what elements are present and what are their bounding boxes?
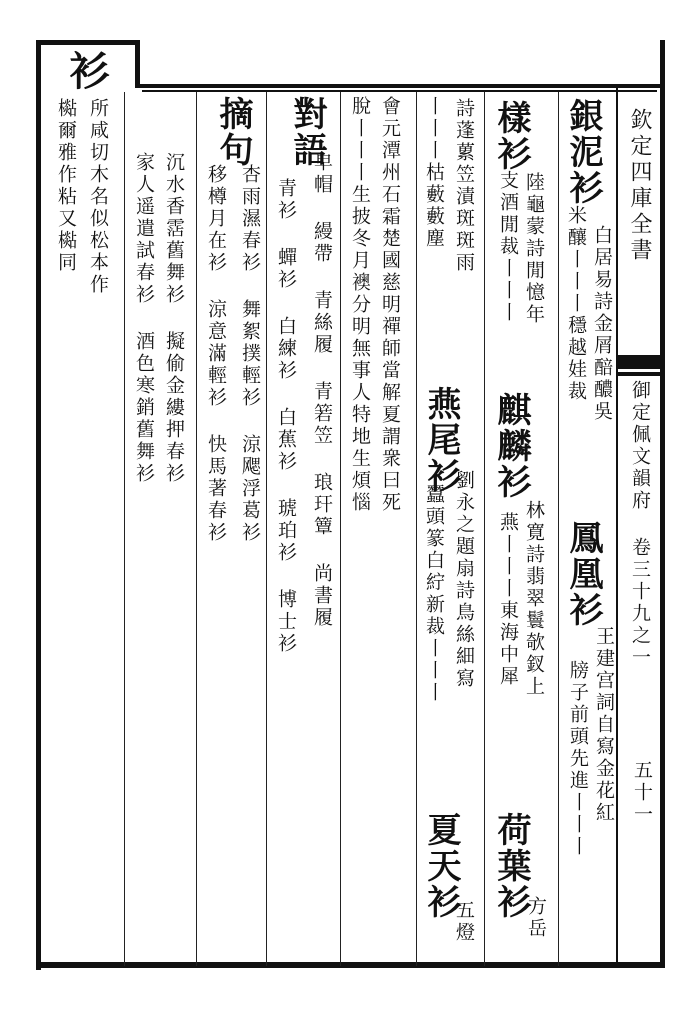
- entry-text: 杏雨濕春衫 舞絮撲輕衫 涼飔浮葛衫: [239, 164, 261, 544]
- entry-heading: 樣衫: [491, 100, 531, 172]
- right-border: [660, 40, 665, 968]
- entry-text: 米釀丨丨丨穩越娃裁: [565, 205, 587, 403]
- entry-text: 會元潭州石霜楚國慈明禪師當解夏謂衆曰死: [379, 96, 401, 514]
- intro-line: 檆爾雅作粘又檆同: [55, 98, 77, 274]
- entry-text: 青衫 蟬衫 白練衫 白蕉衫 琥珀衫 博士衫: [275, 178, 297, 655]
- fish-tail-mark-lower: [618, 372, 662, 376]
- column-rule: [266, 92, 267, 966]
- entry-heading: 荷葉衫: [491, 812, 531, 920]
- entry-text: 王建宫詞自寫金花紅: [593, 626, 615, 824]
- margin-divider: [616, 88, 618, 966]
- head-box-border: [135, 40, 140, 88]
- entry-text: 蠶頭篆白紵新裁丨丨丨: [423, 484, 445, 704]
- entry-text: 皁帽 縵帶 青絲履 青箬笠 琅玕簟 尚書履: [311, 152, 333, 629]
- entry-heading: 麒麟衫: [491, 392, 531, 500]
- column-rule: [340, 92, 341, 966]
- entry-text: 陸龜蒙詩閒憶年: [523, 172, 545, 326]
- inner-top-rule: [142, 90, 657, 92]
- bottom-border: [40, 962, 662, 968]
- entry-text: 詩蓬蔂笠漬斑斑雨: [453, 98, 475, 274]
- volume-label: 御定佩文韻府 卷三十九之一: [629, 380, 651, 669]
- entry-text: 沉水香霑舊舞衫 擬偷金縷押春衫: [163, 152, 185, 485]
- top-border: [135, 84, 662, 88]
- column-rule: [416, 92, 417, 966]
- section-heading: 對語: [287, 96, 327, 168]
- head-character: 衫: [63, 50, 110, 90]
- entry-heading: 銀泥衫: [563, 98, 603, 206]
- entry-text: 家人遥遣試春衫 酒色寒銷舊舞衫: [133, 152, 155, 485]
- entry-text: 支酒閒裁丨丨丨: [497, 170, 519, 324]
- entry-text: 移樽月在衫 涼意滿輕衫 快馬著春衫: [205, 164, 227, 544]
- entry-heading: 鳳凰衫: [563, 520, 603, 628]
- entry-text: 丨丨丨枯藪藪塵: [423, 96, 445, 250]
- book-title: 欽定四庫全書: [627, 108, 652, 264]
- entry-heading: 夏天衫: [421, 812, 461, 920]
- entry-text: 劉永之題扇詩鳥絲細寫: [453, 470, 475, 690]
- entry-heading: 燕尾衫: [421, 386, 461, 494]
- column-rule: [558, 92, 559, 966]
- entry-text: 燕丨丨丨東海中犀: [497, 512, 519, 688]
- entry-text: 五燈: [453, 900, 475, 944]
- fish-tail-mark: [618, 355, 662, 369]
- entry-text: 林寛詩翡翠鬟欹釵上: [523, 500, 545, 698]
- entry-text: 白居易詩金屑醅醲吳: [591, 225, 613, 423]
- page-number: 五十一: [631, 760, 653, 826]
- column-rule: [196, 92, 197, 966]
- intro-line: 所咸切木名似松本作: [87, 98, 109, 296]
- left-border: [36, 40, 41, 970]
- entry-text: 牓子前頭先進丨丨丨: [567, 660, 589, 858]
- entry-text: 脫丨丨丨生披冬月襖分明無事人特地生煩惱: [349, 96, 371, 514]
- head-top-border: [40, 40, 140, 45]
- column-rule: [124, 92, 125, 966]
- section-heading: 摘句: [213, 96, 253, 168]
- column-rule: [484, 92, 485, 966]
- entry-text: 方岳: [525, 896, 547, 940]
